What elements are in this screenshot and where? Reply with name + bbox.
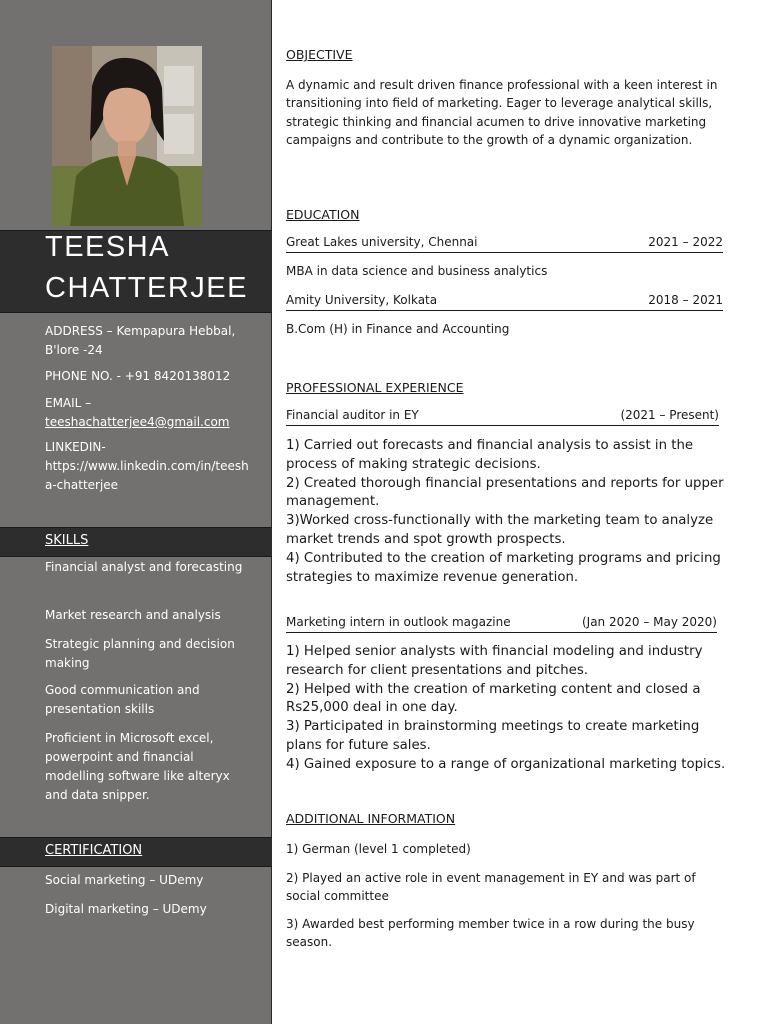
skill-item: Market research and analysis bbox=[45, 608, 221, 622]
skill-item: Good communication and presentation skills bbox=[45, 683, 200, 716]
name-banner bbox=[0, 230, 272, 313]
email-block bbox=[45, 394, 250, 432]
certification-item: Social marketing – UDemy bbox=[45, 873, 204, 887]
education-heading: EDUCATION bbox=[286, 207, 360, 222]
objective-text: A dynamic and result driven finance professional with a keen interest in transitioning into field of marketing. Eager to leverage analytical skills, strategic thinking and financial acumen to drive innovative marketing campaigns and contribute to the growth of a dynamic organization. bbox=[286, 78, 718, 148]
education-row bbox=[286, 235, 723, 253]
education-school: Amity University, Kolkata bbox=[286, 293, 438, 307]
skill-item: Financial analyst and forecasting bbox=[45, 560, 243, 574]
linkedin-label: LINKEDIN- bbox=[45, 440, 106, 454]
education-years: 2021 – 2022 bbox=[648, 235, 723, 249]
education-row bbox=[286, 293, 723, 311]
certification-band bbox=[0, 837, 272, 867]
certification-item: Digital marketing – UDemy bbox=[45, 902, 207, 916]
portrait-image bbox=[52, 46, 202, 226]
last-name: CHATTERJEE bbox=[45, 272, 248, 304]
job-dates: (2021 – Present) bbox=[620, 408, 719, 422]
education-years: 2018 – 2021 bbox=[648, 293, 723, 307]
job-title: Financial auditor in EY bbox=[286, 408, 419, 422]
job-title: Marketing intern in outlook magazine bbox=[286, 615, 511, 629]
skill-item: Proficient in Microsoft excel, powerpoint and financial modelling software like alteryx and data snipper. bbox=[45, 731, 230, 802]
certification-heading: CERTIFICATION bbox=[45, 843, 143, 858]
education-degree: MBA in data science and business analytics bbox=[286, 264, 548, 278]
additional-heading: ADDITIONAL INFORMATION bbox=[286, 811, 456, 826]
job-dates: (Jan 2020 – May 2020) bbox=[581, 615, 717, 629]
sidebar bbox=[0, 0, 272, 1024]
education-degree: B.Com (H) in Finance and Accounting bbox=[286, 322, 510, 336]
email-link[interactable]: teeshachatterjee4@gmail.com bbox=[45, 415, 230, 429]
experience-heading: PROFESSIONAL EXPERIENCE bbox=[286, 380, 464, 395]
skills-heading: SKILLS bbox=[45, 533, 89, 548]
additional-item: 1) German (level 1 completed) bbox=[286, 842, 471, 856]
profile-photo bbox=[52, 46, 202, 226]
job-details: 1) Helped senior analysts with financial modeling and industry research for client presentations and pitches. 2) Helped with the creation of marketing content and closed a Rs25,000 deal in one day. 3) Participated in brainstorming meetings to create marketing plans for future sales. 4) Gained exposure to a range of organizational marketing topics. bbox=[286, 644, 726, 772]
job-header bbox=[286, 408, 719, 426]
first-name: TEESHA bbox=[45, 231, 171, 263]
skills-band bbox=[0, 527, 272, 557]
education-school: Great Lakes university, Chennai bbox=[286, 235, 478, 249]
additional-item: 3) Awarded best performing member twice in a row during the busy season. bbox=[286, 917, 695, 950]
skill-item: Strategic planning and decision making bbox=[45, 637, 235, 670]
phone: PHONE NO. - +91 8420138012 bbox=[45, 369, 231, 383]
job-header bbox=[286, 615, 717, 633]
address: ADDRESS – Kempapura Hebbal, B'lore -24 bbox=[45, 324, 236, 357]
email-label: EMAIL – bbox=[45, 396, 92, 410]
linkedin-url[interactable]: https://www.linkedin.com/in/teesha-chatterjee bbox=[45, 459, 249, 492]
objective-heading: OBJECTIVE bbox=[286, 47, 353, 62]
additional-item: 2) Played an active role in event management in EY and was part of social committee bbox=[286, 871, 696, 904]
linkedin-block bbox=[45, 438, 250, 495]
job-details: 1) Carried out forecasts and financial analysis to assist in the process of making strategic decisions. 2) Created thorough financial presentations and reports for upper management. 3)Worked cross-functionally with the marketing team to analyze market trends and spot growth prospects. 4) Contributed to the creation of marketing programs and pricing strategies to maximize revenue generation. bbox=[286, 438, 724, 585]
